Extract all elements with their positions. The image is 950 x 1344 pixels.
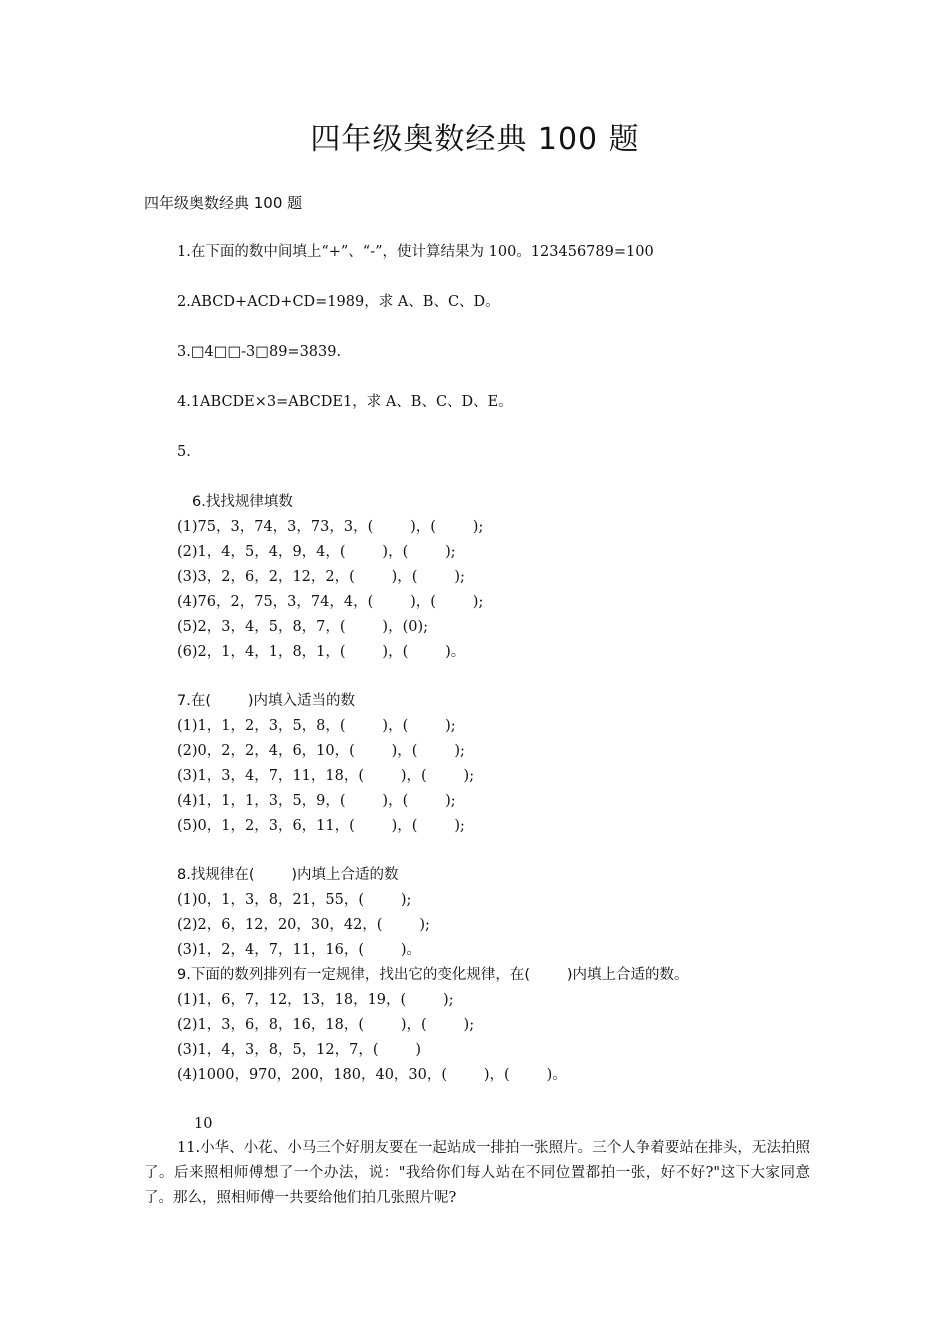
question-2: 2.ABCD+ACD+CD=1989，求 A、B、C、D。 (177, 294, 500, 310)
question-6-item: (1)75，3，74，3，73，3，( )，( ); (177, 519, 484, 535)
question-9-item: (2)1，3，6，8，16，18，( )，( ); (177, 1017, 475, 1033)
question-6-item: (5)2，3，4，5，8，7，( )，(0); (177, 619, 429, 635)
question-9-item: (1)1，6，7，12，13，18，19，( ); (177, 992, 454, 1008)
question-5: 5. (177, 444, 191, 460)
question-6-item: (6)2，1，4，1，8，1，( )，( )。 (177, 644, 466, 660)
question-7-item: (3)1，3，4，7，11，18，( )，( ); (177, 768, 475, 784)
question-9-item: (4)1000，970，200，180，40，30，( )，( )。 (177, 1067, 567, 1083)
question-9-item: (3)1，4，3，8，5，12，7，( ) (177, 1042, 422, 1058)
question-6-item: (2)1，4，5，4，9，4，( )，( ); (177, 544, 456, 560)
question-10: 10 (194, 1116, 213, 1132)
question-3: 3.□4□□-3□89=3839. (177, 344, 342, 360)
question-9-heading: 9.下面的数列排列有一定规律，找出它的变化规律，在( )内填上合适的数。 (177, 967, 689, 983)
question-7-item: (5)0，1，2，3，6，11，( )，( ); (177, 818, 465, 834)
question-6-item: (4)76，2，75，3，74，4，( )，( ); (177, 594, 484, 610)
question-8-item: (3)1，2，4，7，11，16，( )。 (177, 942, 422, 958)
question-8-item: (1)0，1，3，8，21，55，( ); (177, 892, 412, 908)
question-7-item: (2)0，2，2，4，6，10，( )，( ); (177, 743, 465, 759)
question-8-heading: 8.找规律在( )内填上合适的数 (177, 867, 399, 883)
question-7-item: (4)1，1，1，3，5，9，( )，( ); (177, 793, 456, 809)
question-7-item: (1)1，1，2，3，5，8，( )，( ); (177, 718, 456, 734)
question-4: 4.1ABCDE×3=ABCDE1，求 A、B、C、D、E。 (177, 394, 513, 410)
question-8-item: (2)2，6，12，20，30，42，( ); (177, 917, 430, 933)
question-1: 1.在下面的数中间填上“+”、“-”，使计算结果为 100。123456789=100 (177, 244, 654, 260)
question-11: 11.小华、小花、小马三个好朋友要在一起站成一排拍一张照片。三个人争着要站在排头，无法拍照了。后来照相师傅想了一个办法，说："我给你们每人站在不同位置都拍一张，好不好?"这下大家同意了。那么，照相师傅一共要给他们拍几张照片呢? (144, 1140, 810, 1206)
question-7-heading: 7.在( )内填入适当的数 (177, 693, 356, 709)
document-subtitle: 四年级奥数经典 100 题 (144, 194, 303, 212)
question-6-heading: 6.找找规律填数 (192, 494, 293, 510)
page-title: 四年级奥数经典 100 题 (310, 122, 640, 157)
question-6-item: (3)3，2，6，2，12，2，( )，( ); (177, 569, 465, 585)
